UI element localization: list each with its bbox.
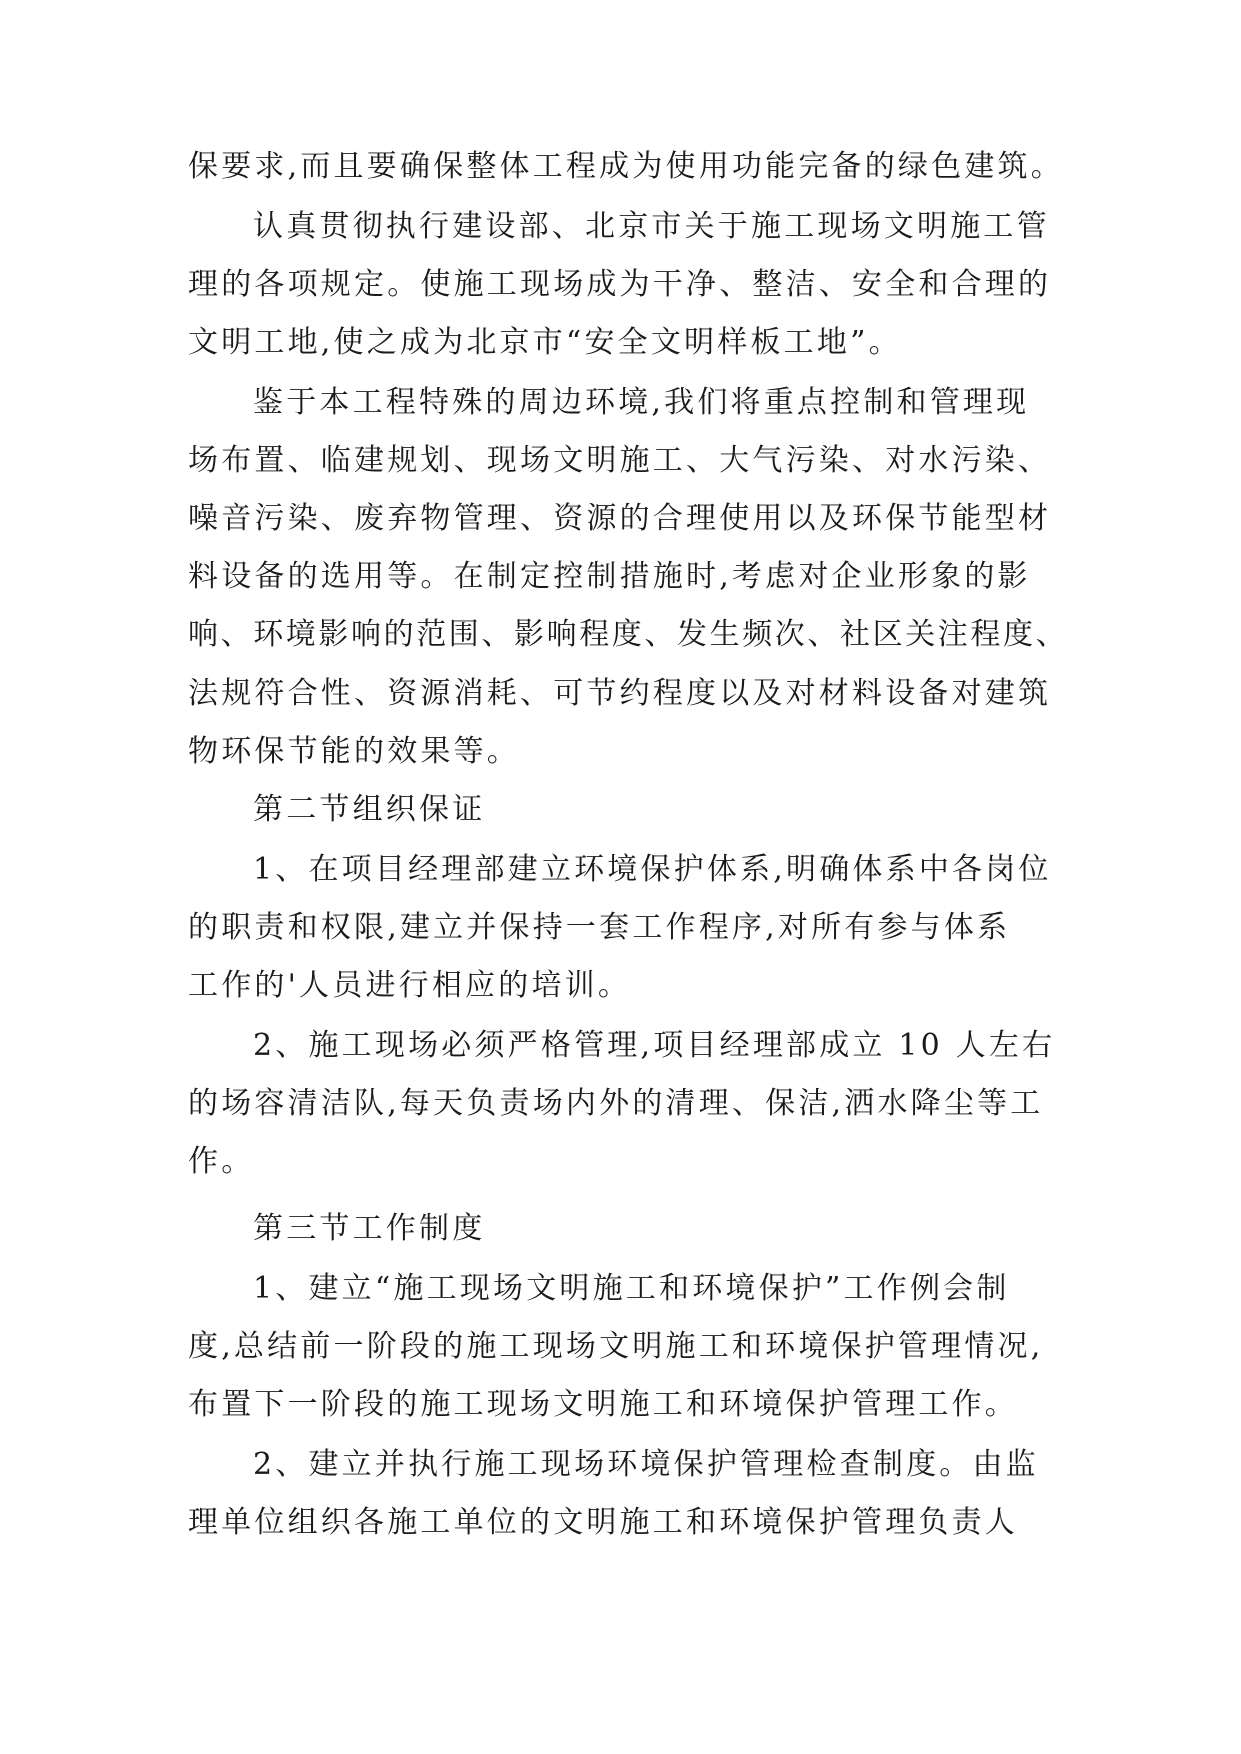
text-line: 的场容清洁队,每天负责场内外的清理、保洁,洒水降尘等工 <box>188 1086 1044 1121</box>
section-heading: 第二节组织保证 <box>253 792 486 827</box>
text-line: 认真贯彻执行建设部、北京市关于施工现场文明施工管 <box>253 209 1050 244</box>
text-line: 的职责和权限,建立并保持一套工作程序,对所有参与体系 <box>188 910 1011 945</box>
text-line: 2、施工现场必须严格管理,项目经理部成立 10 人左右 <box>253 1028 1056 1063</box>
text-line: 文明工地,使之成为北京市“安全文明样板工地”。 <box>188 325 902 360</box>
text-line: 物环保节能的效果等。 <box>188 734 520 769</box>
text-line: 作。 <box>188 1144 255 1179</box>
text-line: 理单位组织各施工单位的文明施工和环境保护管理负责人 <box>188 1505 1018 1540</box>
text-line: 布置下一阶段的施工现场文明施工和环境保护管理工作。 <box>188 1387 1018 1422</box>
text-line: 理的各项规定。使施工现场成为干净、整洁、安全和合理的 <box>188 267 1052 302</box>
section-heading: 第三节工作制度 <box>253 1211 486 1246</box>
text-line: 响、环境影响的范围、影响程度、发生频次、社区关注程度、 <box>188 617 1069 652</box>
text-line: 工作的'人员进行相应的培训。 <box>188 968 632 1003</box>
text-line: 料设备的选用等。在制定控制措施时,考虑对企业形象的影 <box>188 559 1031 594</box>
text-line: 1、建立“施工现场文明施工和环境保护”工作例会制 <box>253 1271 1010 1306</box>
text-line: 2、建立并执行施工现场环境保护管理检查制度。由监 <box>253 1447 1039 1482</box>
text-line: 噪音污染、废弃物管理、资源的合理使用以及环保节能型材 <box>188 501 1052 536</box>
text-line: 保要求,而且要确保整体工程成为使用功能完备的绿色建筑。 <box>188 149 1064 184</box>
text-line: 场布置、临建规划、现场文明施工、大气污染、对水污染、 <box>188 443 1052 478</box>
text-line: 鉴于本工程特殊的周边环境,我们将重点控制和管理现 <box>253 385 1030 420</box>
text-line: 法规符合性、资源消耗、可节约程度以及对材料设备对建筑 <box>188 676 1052 711</box>
text-line: 1、在项目经理部建立环境保护体系,明确体系中各岗位 <box>253 852 1052 887</box>
text-line: 度,总结前一阶段的施工现场文明施工和环境保护管理情况, <box>188 1329 1044 1364</box>
